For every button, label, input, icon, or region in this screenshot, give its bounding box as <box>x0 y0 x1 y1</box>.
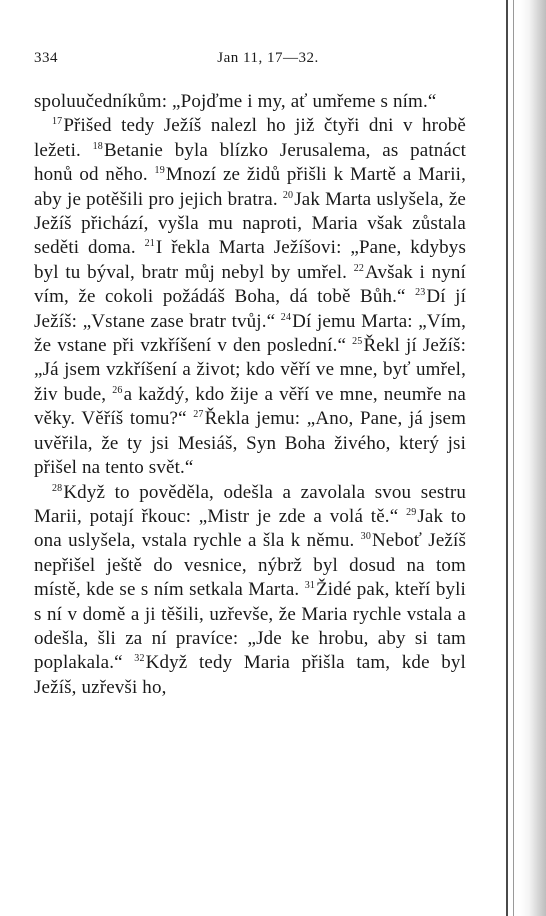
verse-number: 26 <box>112 384 123 396</box>
verse-text: Dí jí Ježíš: „Vstane zase bratr tvůj.“ <box>34 286 466 332</box>
verse-number: 20 <box>282 189 294 201</box>
page-number: 334 <box>34 50 58 66</box>
verse-text: Řekla jemu: „Ano, Pane, já jsem uvěřila, že ty jsi Mesiáš, Syn Boha živého, který jsi přišel na tento svět.“ <box>34 408 466 479</box>
verse-number: 29 <box>406 506 417 518</box>
page-edge-line-secondary <box>513 0 514 916</box>
verse-number: 19 <box>154 165 165 177</box>
verse-number: 27 <box>193 409 204 421</box>
verse-text: a každý, kdo žije a věří ve mne, neumře na věky. Věříš tomu?“ <box>34 383 466 430</box>
page-header <box>34 50 466 72</box>
verse-number: 18 <box>92 140 103 152</box>
verse-text: Jak Marta uslyšela, že Ježíš přichází, vyšla mu naproti, Maria však zůstala seděti doma. <box>34 188 466 259</box>
verse-text: Mnozí ze židů přišli k Martě a Marii, aby je potěšili pro jejich bratra. <box>34 164 466 210</box>
verse-number: 32 <box>134 653 145 665</box>
running-head: Jan 11, 17—32. <box>217 50 319 66</box>
verse-text: Když tedy Maria přišla tam, kde byl Ježíš, uzřevši ho, <box>34 652 466 698</box>
verse-number: 28 <box>52 482 63 494</box>
verse-number: 21 <box>144 238 155 250</box>
verse-number: 24 <box>280 311 292 323</box>
verse-text: spoluučedníkům: „Pojďme i my, ať umřeme s ním.“ <box>34 91 437 112</box>
verse-number: 25 <box>352 336 363 348</box>
paragraph <box>34 90 466 114</box>
verse-text: Dí jemu Marta: „Vím, že vstane při vzkříšení v den poslední.“ <box>34 310 466 357</box>
verse-number: 23 <box>415 287 426 299</box>
page-edge-line <box>506 0 508 916</box>
verse-number: 17 <box>52 116 63 128</box>
verse-text: I řekla Marta Ježíšovi: „Pane, kdybys byl tu býval, bratr můj nebyl by umřel. <box>34 237 467 283</box>
verse-text: Přišed tedy Ježíš nalezl ho již čtyři dni v hrobě ležeti. <box>34 115 466 161</box>
verse-number: 30 <box>360 531 371 543</box>
verse-text: Řekl jí Ježíš: „Já jsem vzkříšení a život; kdo věří ve mne, byť umřel, živ bude, <box>34 335 466 405</box>
page-edge-shadow <box>520 0 546 916</box>
verse-text: Když to pověděla, odešla a zavolala svou sestru Marii, potají řkouc: „Mistr je zde a volá tě.“ <box>34 481 466 527</box>
verse-text: Židé pak, kteří byli s ní v domě a ji těšili, uzřevše, že Maria rychle vstala a odešla, šli za ní pravíce: „Jde ke hrobu, aby si tam poplakala.“ <box>34 579 466 674</box>
verse-text: Avšak i nyní vím, že cokoli požádáš Boha, dá tobě Bůh.“ <box>34 261 466 308</box>
verse-number: 22 <box>353 262 364 274</box>
body-text <box>34 90 466 700</box>
verse-text: Jak to ona uslyšela, vstala rychle a šla k němu. <box>34 505 466 552</box>
verse-text: Betanie byla blízko Jerusalema, as patnáct honů od něho. <box>34 139 466 186</box>
paragraph <box>34 481 466 701</box>
verse-number: 31 <box>304 580 315 592</box>
paragraph <box>34 114 466 480</box>
verse-text: Neboť Ježíš nepřišel ještě do vesnice, nýbrž byl dosud na tom místě, kde se s ním setkala Marta. <box>34 530 466 601</box>
